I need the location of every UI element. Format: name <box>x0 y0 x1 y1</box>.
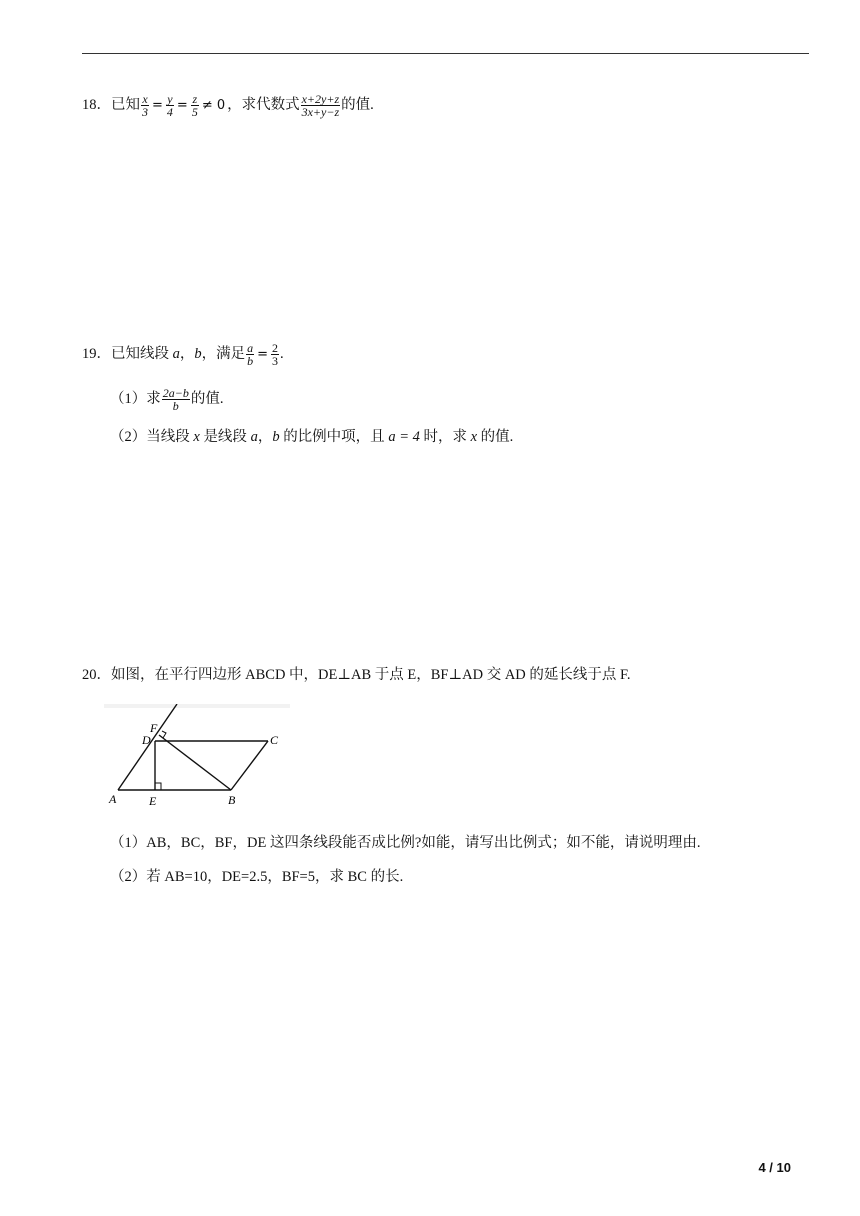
label-d: D <box>142 733 151 747</box>
variable-x: x <box>193 429 200 445</box>
equals-sign: = <box>152 97 163 113</box>
right-angle-e <box>155 783 161 790</box>
page-number: 4 / 10 <box>758 1160 791 1175</box>
question-18 <box>82 93 374 118</box>
variable-x: x <box>470 429 478 445</box>
equals-sign: = <box>176 97 188 113</box>
question-text: 的值. <box>190 390 224 407</box>
question-19 <box>82 342 284 367</box>
algebraic-expression-fraction: $\frac{x+2y+z}{3x+y-z}$ <box>301 92 340 119</box>
label-f: F <box>150 721 158 735</box>
equals-sign: = <box>257 346 269 362</box>
question-text: 已知 <box>111 96 140 113</box>
question-text: 的值. <box>480 429 514 445</box>
question-text: （2）若 AB=10，DE=2.5，BF=5，求 BC 的长. <box>110 869 404 885</box>
question-text: （1）AB，BC，BF，DE 这四条线段能否成比例?如能，请写出比例式；如不能，请说明理由. <box>110 835 701 851</box>
part-label: （1）求 <box>110 390 161 407</box>
question-text: 的比例中项，且 <box>283 429 385 445</box>
header-rule <box>82 53 809 54</box>
variable-a: a <box>250 429 258 445</box>
fraction-y-over-4: $\frac{y}{4}$ <box>166 92 173 119</box>
not-equal-zero: ≠ 0 <box>201 97 226 113</box>
fraction-2a-minus-b-over-b: $\frac{2a-b}{b}$ <box>162 386 189 413</box>
question-19-part-1 <box>110 387 223 412</box>
segment-bc <box>231 741 268 790</box>
question-20 <box>82 665 631 685</box>
variable-b: b <box>194 345 202 362</box>
parallelogram-figure <box>104 704 290 810</box>
label-a: A <box>109 792 117 806</box>
question-text: 如图，在平行四边形 ABCD 中，DE⊥AB 于点 E，BF⊥AD 交 AD 的延长线于点 F. <box>111 667 631 683</box>
question-20-part-2 <box>110 867 403 887</box>
question-text: 的值. <box>341 96 374 113</box>
question-text: （2）当线段 <box>110 429 190 445</box>
question-20-part-1 <box>110 833 700 853</box>
question-19-part-2 <box>110 427 513 447</box>
question-text: 时，求 <box>423 429 467 445</box>
fraction-z-over-5: $\frac{z}{5}$ <box>191 92 198 119</box>
variable-a: a <box>172 345 180 362</box>
segment-bf <box>159 735 231 790</box>
fraction-x-over-3: $\frac{x}{3}$ <box>142 92 148 119</box>
question-text: 已知线段 <box>111 345 169 362</box>
variable-b: b <box>272 429 280 445</box>
question-number: 20． <box>82 667 111 683</box>
comma: ， <box>179 345 195 362</box>
period: . <box>280 345 284 362</box>
question-text: ，满足 <box>201 345 246 362</box>
line-a-f <box>118 704 177 790</box>
comma: ， <box>257 429 273 445</box>
fraction-a-over-b: $\frac{a}{b}$ <box>247 341 254 368</box>
label-b: B <box>228 793 236 807</box>
fraction-2-over-3: $\frac{2}{3}$ <box>272 341 279 368</box>
label-c: C <box>270 733 279 747</box>
condition-a-equals-4: a = 4 <box>388 429 420 445</box>
question-number: 19． <box>82 345 111 362</box>
label-e: E <box>149 794 157 808</box>
question-text: ，求代数式 <box>227 96 300 113</box>
question-number: 18． <box>82 96 111 113</box>
question-text: 是线段 <box>203 429 247 445</box>
